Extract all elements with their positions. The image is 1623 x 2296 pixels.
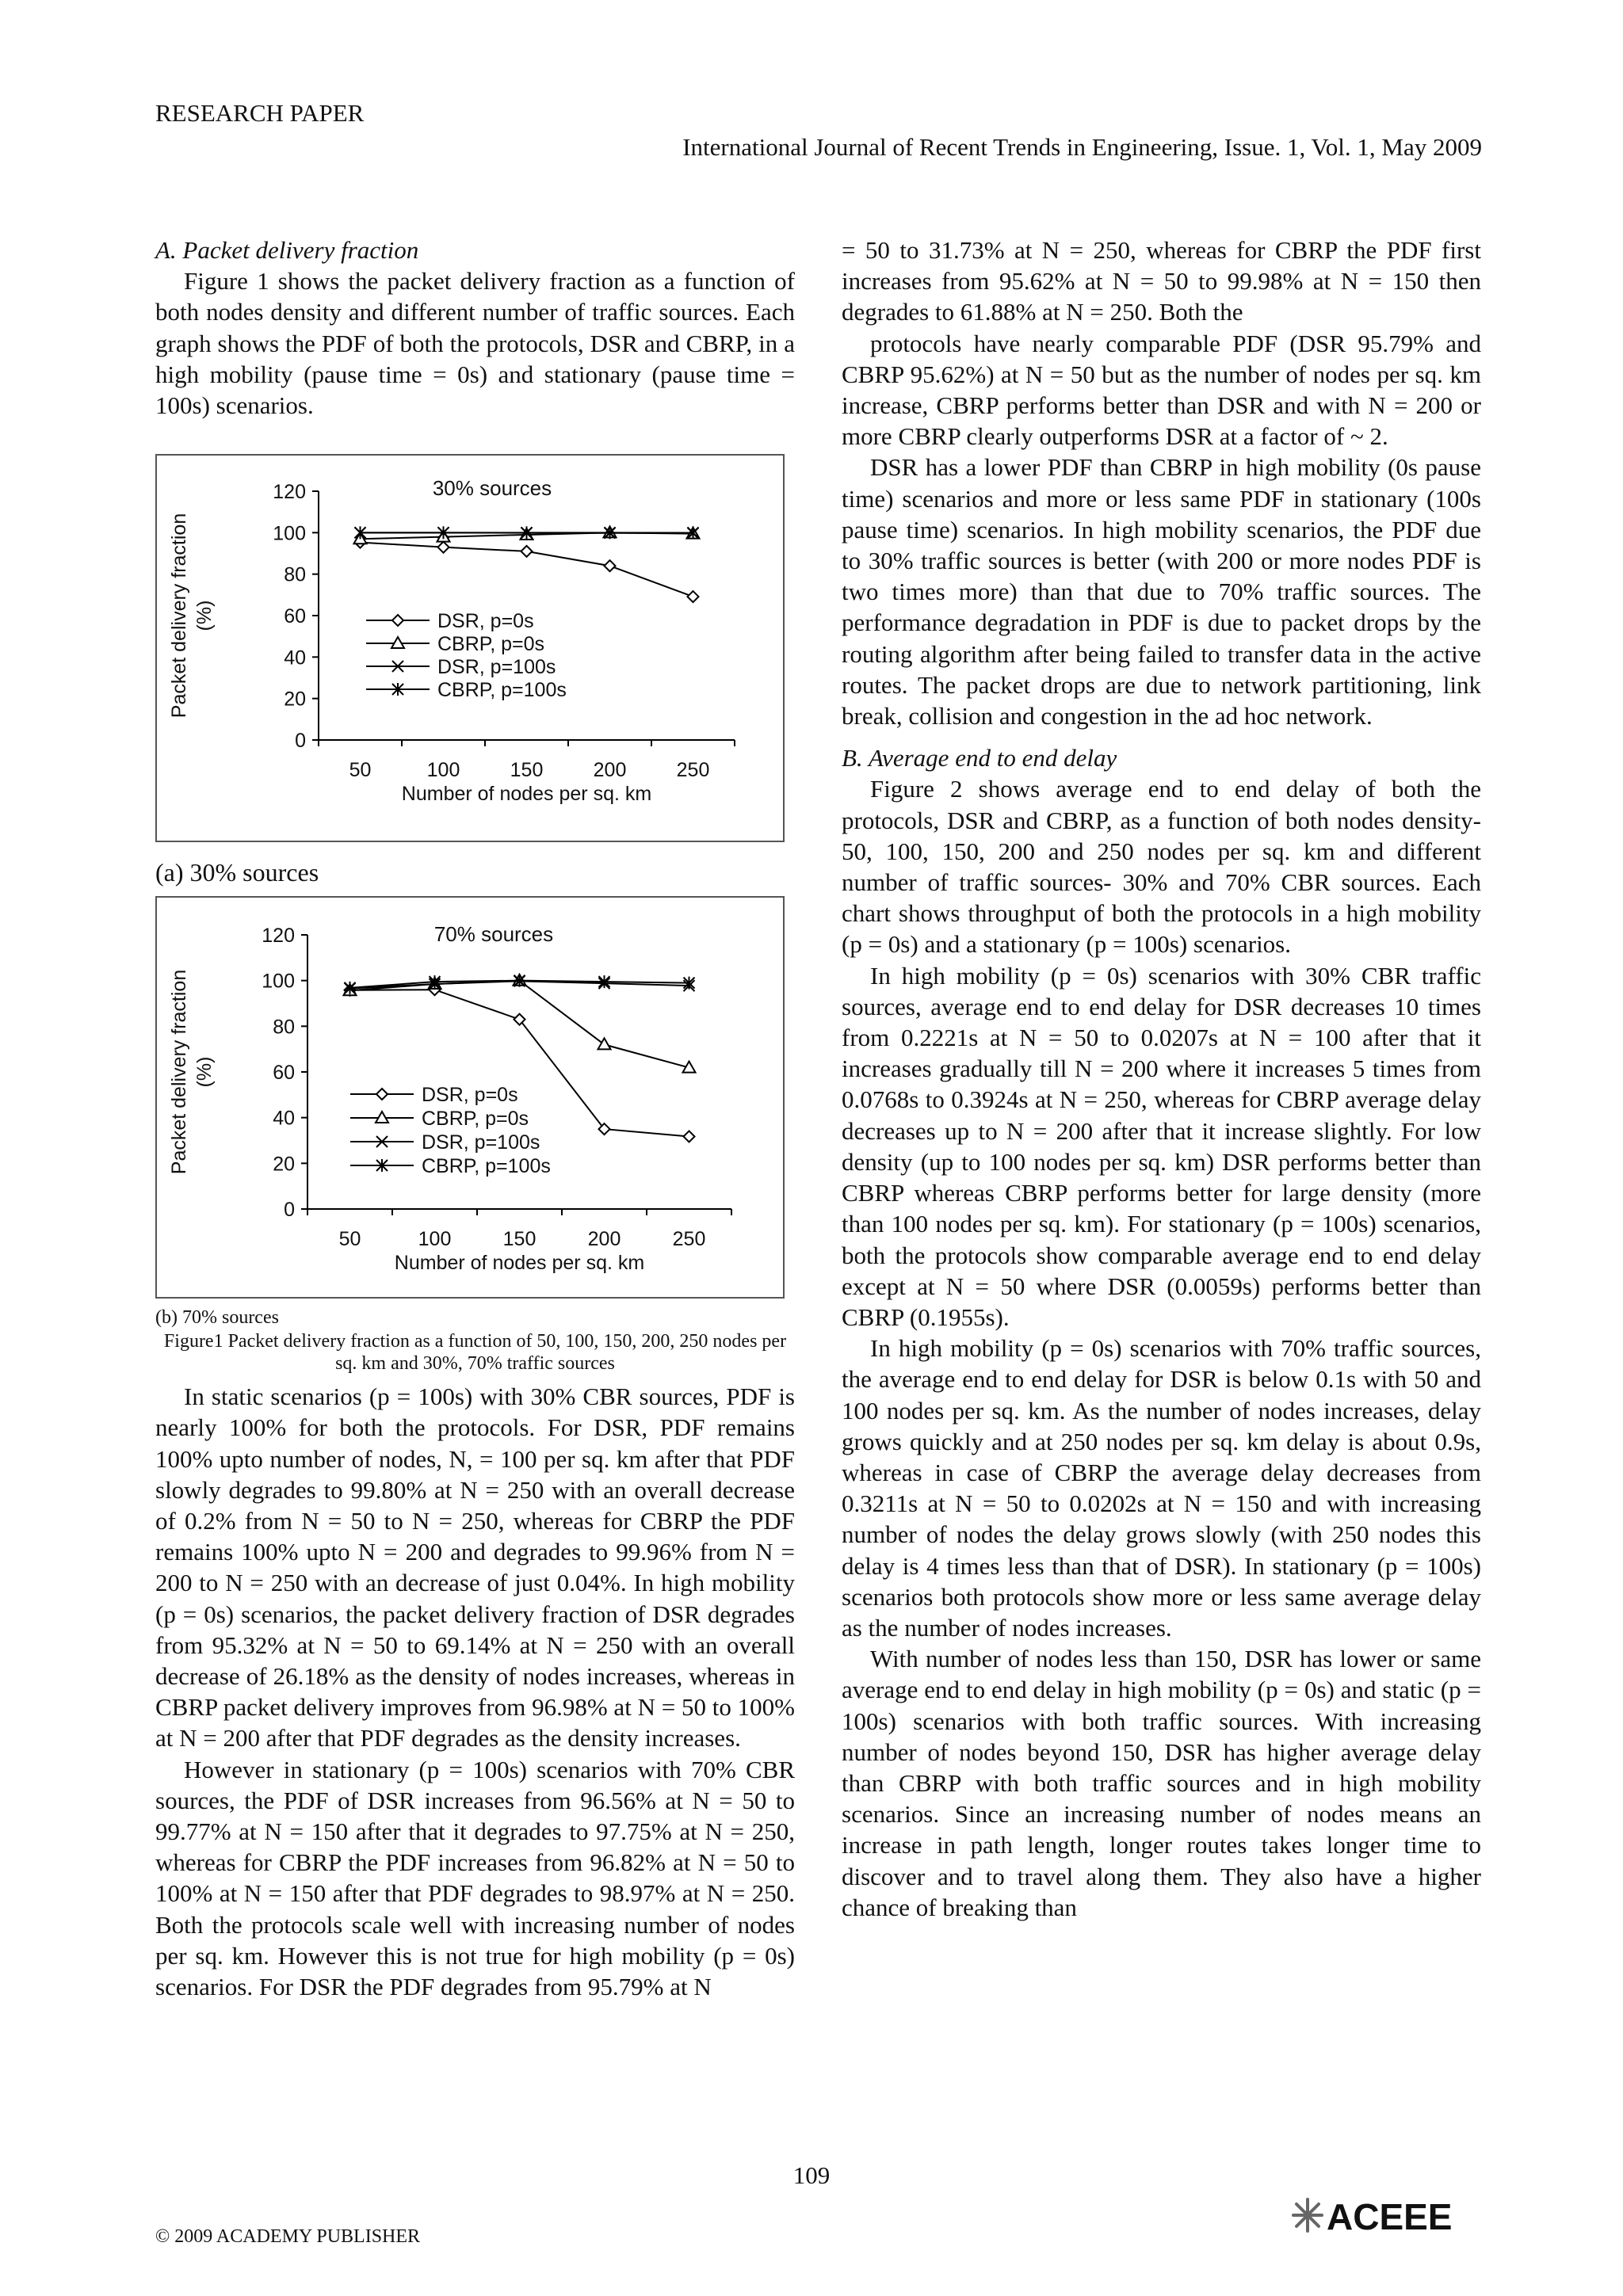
y-tick-label: 60 bbox=[273, 1062, 295, 1085]
copyright: © 2009 ACADEMY PUBLISHER bbox=[155, 2226, 421, 2247]
chart-70-sources bbox=[157, 898, 783, 1297]
legend-label: DSR, p=0s bbox=[422, 1084, 518, 1107]
data-point bbox=[438, 542, 449, 553]
logo-text: ACEEE bbox=[1327, 2196, 1453, 2237]
x-tick-label: 150 bbox=[510, 759, 544, 782]
y-tick-label: 0 bbox=[295, 730, 306, 753]
legend-entry bbox=[366, 656, 556, 678]
paragraph-high-mobility-70: In high mobility (p = 0s) scenarios with 70% traffic sources, the average end to end delay for DSR is below 0.1s with 50 and 100 nodes per sq. km. As the number of nodes increases, delay grows quickly and at 250 nodes per sq. km delay is about 0.9s, whereas in case of CBRP the average delay decreases from 0.3211s at N = 50 to 0.0202s at N = 150 and with increasing number of nodes the delay grows slowly (with 250 nodes this delay is 4 times less than that of DSR). In stationary (p = 100s) scenarios both protocols show more or less same average delay as the number of nodes increases. bbox=[842, 1334, 1481, 1642]
x-tick-label: 100 bbox=[426, 759, 460, 782]
x-tick-label: 200 bbox=[587, 1228, 621, 1251]
running-header-left: RESEARCH PAPER bbox=[155, 99, 365, 127]
legend-marker bbox=[392, 615, 403, 626]
x-tick-label: 200 bbox=[593, 759, 627, 782]
section-b-heading: B. Average end to end delay bbox=[842, 744, 1117, 772]
x-tick-label: 100 bbox=[418, 1228, 452, 1251]
legend-entry bbox=[366, 633, 544, 655]
paragraph-high-mobility-30: In high mobility (p = 0s) scenarios with 30% CBR traffic sources, average end to end delay for DSR decreases 10 times from 0.2221s at N = 50 to 0.0207s at N = 100 after that it increases gradually till N = 200 where it increases 5 times from 0.0768s to 0.3924s at N = 250, whereas for CBRP average delay decreases up to N = 200 after that it increase slightly. For low density (up to 100 nodes per sq. km) DSR performs better than CBRP whereas CBRP performs better for large density (more than 100 nodes per sq. km). For stationary (p = 100s) scenarios, both the protocols show comparable average end to end delay except at N = 50 where DSR (0.0059s) performs better than CBRP (0.1955s). bbox=[842, 961, 1481, 1331]
x-tick-label: 150 bbox=[502, 1228, 537, 1251]
paragraph-continued-1: = 50 to 31.73% at N = 250, whereas for CBRP the PDF first increases from 95.62% at N = 50 to 99.98% at N = 150 then degrades to 61.88% at N = 250. Both the bbox=[842, 236, 1481, 326]
legend-label: CBRP, p=0s bbox=[437, 633, 545, 656]
y-axis-label: Packet delivery fraction bbox=[168, 513, 190, 719]
legend-entry bbox=[366, 679, 567, 701]
paragraph-static: In static scenarios (p = 100s) with 30% CBR sources, PDF is nearly 100% for both the protocols. For DSR, PDF remains 100% upto number of nodes, N, = 100 per sq. km after that PDF slowly degrades to 99.80% at N = 250 with an overall decrease of 0.2% from N = 50 to N = 250, whereas for CBRP the PDF remains 100% upto N = 200 and degrades to 99.96% from N = 200 to N = 250 with an decrease of just 0.04%. In high mobility (p = 0s) scenarios, the packet delivery fraction of DSR degrades from 95.32% at N = 50 to 69.14% at N = 250 with an overall decrease of 26.18% as the density of nodes increases, whereas in CBRP packet delivery improves from 96.98% at N = 50 to 100% at N = 200 after that PDF degrades as the density increases. bbox=[155, 1383, 795, 1753]
legend-label: CBRP, p=100s bbox=[437, 679, 567, 702]
y-tick-label: 60 bbox=[284, 605, 306, 628]
legend-label: CBRP, p=0s bbox=[422, 1108, 529, 1131]
x-tick-label: 250 bbox=[676, 759, 710, 782]
figure-1a-subcaption: (a) 30% sources bbox=[155, 858, 319, 887]
y-tick-label: 40 bbox=[273, 1107, 295, 1130]
y-tick-label: 80 bbox=[273, 1016, 295, 1039]
right-column bbox=[842, 235, 1481, 1923]
paragraph-intro: Figure 1 shows the packet delivery fraction as a function of both nodes density and different number of traffic sources. Each graph shows the PDF of both the protocols, DSR and CBRP, in a high mobility (pause time = 0s) and stationary (pause time = 100s) scenarios. bbox=[155, 267, 795, 420]
page-number: 109 bbox=[792, 2161, 831, 2189]
legend-entry bbox=[350, 1131, 540, 1154]
legend-entry bbox=[350, 1108, 529, 1130]
x-tick-label: 50 bbox=[349, 759, 372, 782]
paragraph-stationary: However in stationary (p = 100s) scenarios with 70% CBR sources, the PDF of DSR increases from 96.56% at N = 50 to 99.77% at N = 150 after that it degrades to 97.75% at N = 250, whereas for CBRP the PDF increases from 96.82% at N = 50 to 100% at N = 150 after that PDF degrades to 98.97% at N = 250. Both the protocols scale well with increasing number of nodes per sq. km. However this is not true for high mobility (p = 0s) scenarios. For DSR the PDF degrades from 95.79% at N bbox=[155, 1755, 795, 2001]
y-tick-label: 40 bbox=[284, 646, 306, 669]
x-tick-label: 50 bbox=[338, 1228, 361, 1251]
figure-1b-chart bbox=[155, 896, 785, 1299]
chart-30-sources bbox=[157, 456, 783, 841]
figure-1a-chart bbox=[155, 454, 785, 842]
y-axis-label: Packet delivery fraction bbox=[168, 969, 190, 1175]
y-axis-unit: (%) bbox=[193, 1056, 216, 1088]
legend-entry bbox=[350, 1155, 551, 1177]
legend-entry bbox=[366, 610, 534, 632]
legend-label: CBRP, p=100s bbox=[422, 1155, 551, 1178]
aceee-logo bbox=[1285, 2193, 1491, 2241]
data-point bbox=[605, 560, 616, 571]
legend-label: DSR, p=100s bbox=[422, 1131, 540, 1154]
chart-title: 30% sources bbox=[432, 476, 552, 501]
y-tick-label: 20 bbox=[273, 1153, 295, 1176]
y-tick-label: 100 bbox=[262, 970, 295, 993]
legend-label: DSR, p=0s bbox=[437, 610, 534, 633]
data-point bbox=[521, 546, 533, 557]
data-point bbox=[598, 1039, 611, 1050]
y-tick-label: 20 bbox=[284, 688, 306, 711]
running-header-right: International Journal of Recent Trends in Engineering, Issue. 1, Vol. 1, May 2009 bbox=[682, 133, 1482, 161]
x-tick-label: 250 bbox=[672, 1228, 706, 1251]
data-point bbox=[688, 591, 699, 602]
legend-label: DSR, p=100s bbox=[437, 656, 556, 679]
section-a-heading: A. Packet delivery fraction bbox=[155, 236, 419, 264]
left-column bbox=[155, 235, 795, 2002]
y-tick-label: 120 bbox=[273, 481, 306, 504]
series-diamond bbox=[355, 537, 699, 603]
paragraph-dsr-lower: DSR has a lower PDF than CBRP in high mobility (0s pause time) scenarios and more or less same PDF in stationary (100s pause time) scenarios. In high mobility scenarios, the PDF due to 30% traffic sources is better (with 200 or more nodes PDF is two times more) than that due to 70% traffic sources. The performance degradation in PDF is due to packet drops by the routing algorithm after being failed to transfer data in the active routes. The packet drops are due to network partitioning, link break, collision and congestion in the ad hoc network. bbox=[842, 453, 1481, 730]
legend-entry bbox=[350, 1084, 518, 1106]
figure-1b-subcaption: (b) 70% sources bbox=[155, 1307, 279, 1329]
x-axis-label: Number of nodes per sq. km bbox=[401, 783, 652, 806]
y-tick-label: 100 bbox=[273, 522, 306, 545]
star-icon bbox=[1293, 2199, 1322, 2231]
chart-title: 70% sources bbox=[433, 922, 554, 947]
figure-1-caption: Figure1 Packet delivery fraction as a function of 50, 100, 150, 200, 250 nodes per sq. km and 30%, 70% traffic sources bbox=[163, 1331, 787, 1375]
legend-marker bbox=[376, 1089, 388, 1100]
paragraph-figure-2: Figure 2 shows average end to end delay of both the protocols, DSR and CBRP, as a function of both nodes density- 50, 100, 150, 200 and 250 nodes per sq. km and different number of traffic sources- 30% and 70% CBR sources. Each chart shows throughput of both the protocols in a high mobility (p = 0s) and a stationary (p = 100s) scenarios. bbox=[842, 775, 1481, 959]
y-tick-label: 80 bbox=[284, 563, 306, 586]
paragraph-continued-2: protocols have nearly comparable PDF (DSR 95.79% and CBRP 95.62%) at N = 50 but as the number of nodes per sq. km increase, CBRP performs better than DSR and with N = 200 or more CBRP clearly outperforms DSR at a factor of ~ 2. bbox=[842, 329, 1481, 451]
y-tick-label: 0 bbox=[284, 1199, 295, 1222]
y-tick-label: 120 bbox=[262, 925, 295, 948]
x-axis-label: Number of nodes per sq. km bbox=[394, 1252, 645, 1275]
paragraph-less-than-150: With number of nodes less than 150, DSR has lower or same average end to end delay in high mobility (p = 0s) and static (p = 100s) scenarios with both traffic sources. With increasing number of nodes beyond 150, DSR has higher average delay than CBRP with both traffic sources and in high mobility scenarios. Since an increasing number of nodes means an increase in path length, longer routes takes longer time to discover and to travel along them. They also have a higher chance of breaking than bbox=[842, 1645, 1481, 1921]
y-axis-unit: (%) bbox=[193, 600, 216, 631]
data-point bbox=[684, 1131, 695, 1142]
